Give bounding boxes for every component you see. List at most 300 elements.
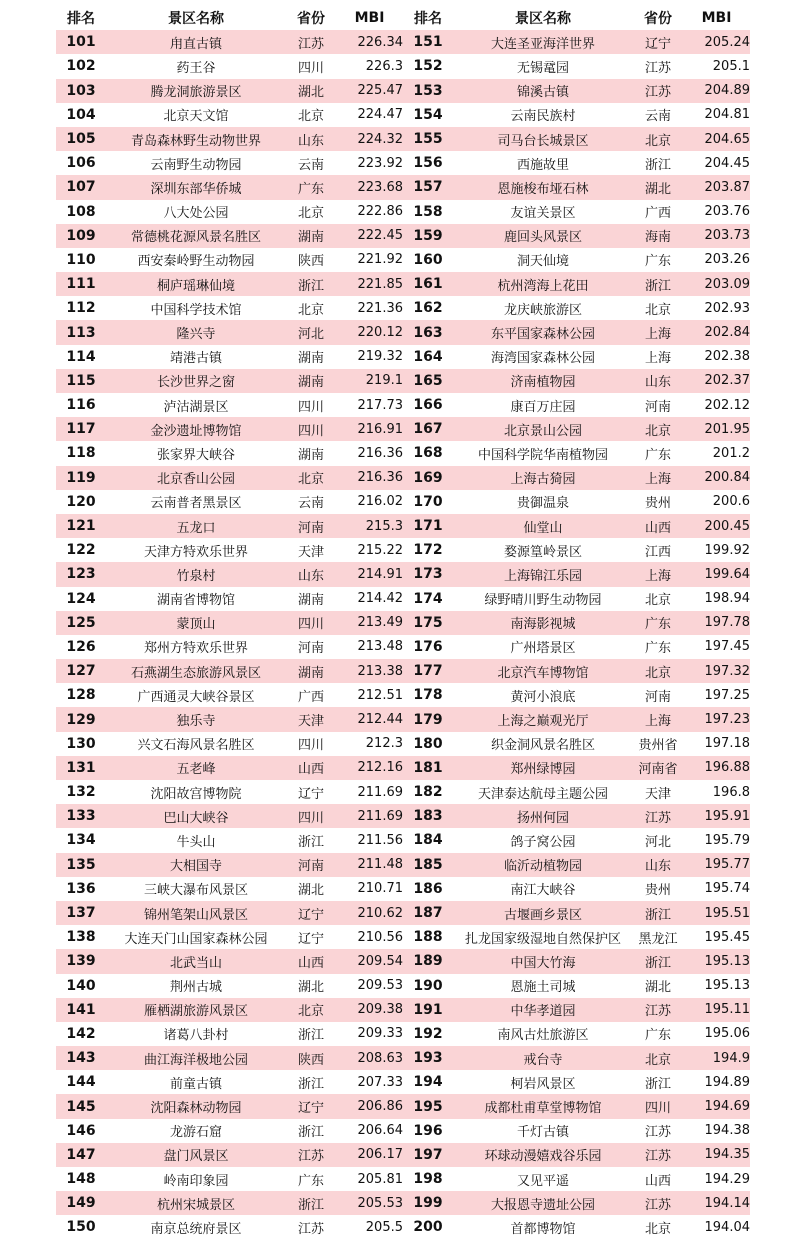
right-scenic-name-cell: 仙堂山 — [523, 520, 563, 536]
left-province-cell: 北京 — [297, 472, 324, 488]
left-scenic-name-cell: 郑州方特欢乐世界 — [143, 641, 248, 657]
left-scenic-name-cell: 张家界大峡谷 — [156, 447, 235, 463]
left-rank-cell: 102 — [66, 58, 96, 75]
right-mbi-cell: 194.29 — [704, 1171, 750, 1187]
left-rank-cell: 136 — [66, 880, 96, 897]
right-province-cell: 河南 — [644, 399, 671, 415]
table-row — [56, 224, 750, 248]
right-mbi-cell: 204.45 — [704, 155, 750, 171]
left-province-cell: 湖南 — [297, 375, 324, 391]
right-mbi-cell: 204.81 — [704, 107, 750, 123]
left-scenic-name-cell: 杭州宋城景区 — [156, 1197, 235, 1213]
right-province-cell: 江苏 — [644, 85, 671, 101]
table-row — [56, 296, 750, 320]
right-scenic-name-cell: 中国大竹海 — [510, 955, 576, 971]
right-scenic-name-cell: 千灯古镇 — [516, 1125, 569, 1141]
table-row — [56, 1143, 750, 1167]
right-province-cell: 山西 — [644, 1173, 671, 1189]
left-province-cell: 湖北 — [297, 883, 324, 899]
right-rank-cell: 178 — [413, 687, 443, 704]
table-body — [56, 30, 750, 1239]
left-province-cell: 辽宁 — [297, 1101, 324, 1117]
right-rank-cell: 165 — [413, 372, 443, 389]
left-province-cell: 辽宁 — [297, 786, 324, 802]
right-rank-cell: 182 — [413, 784, 443, 801]
left-scenic-name-cell: 北武当山 — [169, 955, 222, 971]
right-province-cell: 上海 — [644, 327, 671, 343]
left-mbi-cell: 222.86 — [357, 204, 403, 220]
left-rank-cell: 140 — [66, 977, 96, 994]
right-province-cell: 贵州 — [644, 883, 671, 899]
right-rank-cell: 167 — [413, 421, 443, 438]
left-province-cell: 北京 — [297, 1004, 324, 1020]
left-scenic-name-cell: 甪直古镇 — [169, 36, 222, 52]
table-row — [56, 877, 750, 901]
table-row — [56, 732, 750, 756]
left-mbi-cell: 212.16 — [357, 760, 403, 776]
left-mbi-cell: 226.34 — [357, 34, 403, 50]
left-province-cell: 天津 — [297, 714, 324, 730]
left-mbi-cell: 216.91 — [357, 421, 403, 437]
left-scenic-name-cell: 青岛森林野生动物世界 — [130, 133, 261, 149]
right-mbi-cell: 201.2 — [712, 445, 750, 461]
left-mbi-cell: 213.38 — [357, 663, 403, 679]
right-mbi-cell: 194.14 — [704, 1195, 750, 1211]
right-rank-cell: 155 — [413, 131, 443, 148]
right-province-cell: 山东 — [644, 375, 671, 391]
right-rank-cell: 200 — [413, 1219, 443, 1236]
left-mbi-cell: 211.69 — [357, 808, 403, 824]
right-scenic-name-cell: 贵御温泉 — [516, 496, 569, 512]
left-mbi-cell: 210.62 — [357, 905, 403, 921]
left-mbi-cell: 222.45 — [357, 228, 403, 244]
left-province-cell: 广东 — [297, 1173, 324, 1189]
right-province-cell: 河北 — [644, 834, 671, 850]
left-scenic-name-cell: 金沙遗址博物馆 — [150, 423, 242, 439]
table-row — [56, 1191, 750, 1215]
left-scenic-name-cell: 云南普者黑景区 — [150, 496, 242, 512]
left-rank-cell: 137 — [66, 905, 96, 922]
left-province-cell: 江苏 — [297, 36, 324, 52]
left-mbi-cell: 217.73 — [357, 397, 403, 413]
right-rank-cell: 190 — [413, 977, 443, 994]
right-mbi-cell: 205.24 — [704, 34, 750, 50]
table-row — [56, 562, 750, 586]
left-mbi-cell: 213.49 — [357, 615, 403, 631]
table-row — [56, 1022, 750, 1046]
right-rank-cell: 153 — [413, 82, 443, 99]
right-province-cell: 辽宁 — [644, 36, 671, 52]
left-province-cell: 北京 — [297, 206, 324, 222]
right-scenic-name-cell: 无锡鼋园 — [516, 60, 569, 76]
left-province-cell: 北京 — [297, 302, 324, 318]
left-province-cell: 浙江 — [297, 1125, 324, 1141]
header-mbi-left: MBI — [354, 10, 385, 27]
left-scenic-name-cell: 兴文石海风景名胜区 — [137, 738, 255, 754]
left-province-cell: 四川 — [297, 810, 324, 826]
left-rank-cell: 125 — [66, 614, 96, 631]
left-province-cell: 江苏 — [297, 1221, 324, 1237]
right-scenic-name-cell: 云南民族村 — [510, 109, 576, 125]
right-rank-cell: 176 — [413, 638, 443, 655]
left-scenic-name-cell: 独乐寺 — [176, 714, 216, 730]
right-province-cell: 山西 — [644, 520, 671, 536]
left-scenic-name-cell: 桐庐瑶琳仙境 — [156, 278, 235, 294]
left-rank-cell: 106 — [66, 155, 96, 172]
left-province-cell: 湖南 — [297, 593, 324, 609]
right-scenic-name-cell: 恩施梭布垭石林 — [497, 181, 589, 197]
right-scenic-name-cell: 织金洞风景名胜区 — [490, 738, 595, 754]
left-rank-cell: 132 — [66, 784, 96, 801]
right-mbi-cell: 195.13 — [704, 953, 750, 969]
right-scenic-name-cell: 南江大峡谷 — [510, 883, 576, 899]
right-rank-cell: 154 — [413, 106, 443, 123]
left-rank-cell: 103 — [66, 82, 96, 99]
left-mbi-cell: 206.86 — [357, 1099, 403, 1115]
right-rank-cell: 157 — [413, 179, 443, 196]
left-mbi-cell: 211.69 — [357, 784, 403, 800]
right-mbi-cell: 195.45 — [704, 929, 750, 945]
left-scenic-name-cell: 沈阳森林动物园 — [150, 1101, 242, 1117]
right-scenic-name-cell: 友谊关景区 — [510, 206, 576, 222]
right-province-cell: 江苏 — [644, 1125, 671, 1141]
table-row — [56, 998, 750, 1022]
right-scenic-name-cell: 南风古灶旅游区 — [497, 1028, 589, 1044]
left-scenic-name-cell: 广西通灵大峡谷景区 — [137, 689, 255, 705]
right-rank-cell: 197 — [413, 1146, 443, 1163]
left-province-cell: 广西 — [297, 689, 324, 705]
right-province-cell: 广东 — [644, 1028, 671, 1044]
left-scenic-name-cell: 药王谷 — [176, 60, 216, 76]
right-province-cell: 广西 — [644, 206, 671, 222]
header-name-right: 景区名称 — [515, 11, 571, 28]
table-row — [56, 949, 750, 973]
right-mbi-cell: 204.89 — [704, 83, 750, 99]
left-province-cell: 河南 — [297, 520, 324, 536]
right-rank-cell: 177 — [413, 663, 443, 680]
right-mbi-cell: 195.79 — [704, 832, 750, 848]
table-row — [56, 417, 750, 441]
header-name-left: 景区名称 — [168, 11, 224, 28]
left-rank-cell: 101 — [66, 34, 96, 51]
left-rank-cell: 139 — [66, 953, 96, 970]
right-rank-cell: 172 — [413, 542, 443, 559]
right-province-cell: 湖北 — [644, 980, 671, 996]
left-mbi-cell: 213.48 — [357, 639, 403, 655]
left-province-cell: 陕西 — [297, 254, 324, 270]
right-rank-cell: 173 — [413, 566, 443, 583]
left-rank-cell: 115 — [66, 372, 96, 389]
left-mbi-cell: 214.42 — [357, 591, 403, 607]
left-rank-cell: 138 — [66, 929, 96, 946]
left-mbi-cell: 225.47 — [357, 83, 403, 99]
right-province-cell: 江苏 — [644, 60, 671, 76]
right-mbi-cell: 197.18 — [704, 736, 750, 752]
right-rank-cell: 168 — [413, 445, 443, 462]
right-rank-cell: 196 — [413, 1122, 443, 1139]
right-rank-cell: 186 — [413, 880, 443, 897]
right-province-cell: 黑龙江 — [638, 931, 678, 947]
left-scenic-name-cell: 五龙口 — [176, 520, 216, 536]
left-rank-cell: 129 — [66, 711, 96, 728]
right-province-cell: 江苏 — [644, 1004, 671, 1020]
table-row — [56, 538, 750, 562]
right-mbi-cell: 202.84 — [704, 325, 750, 341]
left-rank-cell: 112 — [66, 300, 96, 317]
right-scenic-name-cell: 首都博物馆 — [510, 1221, 576, 1237]
right-province-cell: 北京 — [644, 302, 671, 318]
left-province-cell: 浙江 — [297, 1197, 324, 1213]
right-mbi-cell: 203.76 — [704, 204, 750, 220]
table-row — [56, 369, 750, 393]
right-mbi-cell: 195.13 — [704, 978, 750, 994]
left-scenic-name-cell: 泸沽湖景区 — [163, 399, 229, 415]
right-rank-cell: 199 — [413, 1195, 443, 1212]
left-rank-cell: 119 — [66, 469, 96, 486]
right-rank-cell: 169 — [413, 469, 443, 486]
table-row — [56, 587, 750, 611]
right-scenic-name-cell: 南海影视城 — [510, 617, 576, 633]
left-province-cell: 四川 — [297, 617, 324, 633]
left-mbi-cell: 223.68 — [357, 179, 403, 195]
right-rank-cell: 151 — [413, 34, 443, 51]
right-scenic-name-cell: 东平国家森林公园 — [490, 327, 595, 343]
right-province-cell: 上海 — [644, 714, 671, 730]
left-province-cell: 湖南 — [297, 665, 324, 681]
right-rank-cell: 198 — [413, 1171, 443, 1188]
table-row — [56, 30, 750, 54]
left-mbi-cell: 205.5 — [365, 1219, 403, 1235]
left-rank-cell: 123 — [66, 566, 96, 583]
right-province-cell: 江西 — [644, 544, 671, 560]
left-scenic-name-cell: 沈阳故宫博物院 — [150, 786, 242, 802]
table-row — [56, 514, 750, 538]
right-mbi-cell: 197.78 — [704, 615, 750, 631]
right-mbi-cell: 197.25 — [704, 687, 750, 703]
right-mbi-cell: 203.73 — [704, 228, 750, 244]
left-mbi-cell: 220.12 — [357, 325, 403, 341]
right-scenic-name-cell: 成都杜甫草堂博物馆 — [484, 1101, 602, 1117]
right-province-cell: 海南 — [644, 230, 671, 246]
right-province-cell: 河南省 — [638, 762, 678, 778]
right-scenic-name-cell: 扎龙国家级湿地自然保护区 — [464, 931, 621, 947]
right-province-cell: 云南 — [644, 109, 671, 125]
right-mbi-cell: 195.11 — [704, 1002, 750, 1018]
right-rank-cell: 180 — [413, 735, 443, 752]
right-mbi-cell: 203.26 — [704, 252, 750, 268]
right-province-cell: 四川 — [644, 1101, 671, 1117]
left-rank-cell: 150 — [66, 1219, 96, 1236]
left-rank-cell: 128 — [66, 687, 96, 704]
left-rank-cell: 131 — [66, 759, 96, 776]
left-mbi-cell: 211.48 — [357, 857, 403, 873]
right-province-cell: 北京 — [644, 423, 671, 439]
left-mbi-cell: 206.17 — [357, 1147, 403, 1163]
left-mbi-cell: 207.33 — [357, 1074, 403, 1090]
left-rank-cell: 105 — [66, 131, 96, 148]
left-mbi-cell: 209.54 — [357, 953, 403, 969]
table-row — [56, 780, 750, 804]
left-rank-cell: 134 — [66, 832, 96, 849]
right-rank-cell: 171 — [413, 518, 443, 535]
left-mbi-cell: 221.92 — [357, 252, 403, 268]
right-mbi-cell: 195.06 — [704, 1026, 750, 1042]
table-row — [56, 127, 750, 151]
right-province-cell: 江苏 — [644, 810, 671, 826]
right-rank-cell: 187 — [413, 905, 443, 922]
left-rank-cell: 142 — [66, 1025, 96, 1042]
left-scenic-name-cell: 常德桃花源风景名胜区 — [130, 230, 261, 246]
right-scenic-name-cell: 中华孝道园 — [510, 1004, 576, 1020]
left-mbi-cell: 214.91 — [357, 566, 403, 582]
right-scenic-name-cell: 司马台长城景区 — [497, 133, 589, 149]
right-scenic-name-cell: 环球动漫嬉戏谷乐园 — [484, 1149, 602, 1165]
right-scenic-name-cell: 锦溪古镇 — [516, 85, 569, 101]
right-scenic-name-cell: 广州塔景区 — [510, 641, 576, 657]
right-rank-cell: 164 — [413, 348, 443, 365]
left-province-cell: 辽宁 — [297, 931, 324, 947]
right-mbi-cell: 200.6 — [712, 494, 750, 510]
right-province-cell: 天津 — [644, 786, 671, 802]
left-mbi-cell: 216.36 — [357, 470, 403, 486]
left-rank-cell: 147 — [66, 1146, 96, 1163]
left-province-cell: 辽宁 — [297, 907, 324, 923]
right-scenic-name-cell: 扬州何园 — [516, 810, 569, 826]
right-rank-cell: 195 — [413, 1098, 443, 1115]
left-mbi-cell: 205.53 — [357, 1195, 403, 1211]
left-mbi-cell: 208.63 — [357, 1050, 403, 1066]
right-scenic-name-cell: 北京汽车博物馆 — [497, 665, 589, 681]
header-province-right: 省份 — [644, 11, 672, 28]
right-scenic-name-cell: 天津泰达航母主题公园 — [477, 786, 608, 802]
left-scenic-name-cell: 三峡大瀑布风景区 — [143, 883, 248, 899]
left-scenic-name-cell: 深圳东部华侨城 — [150, 181, 242, 197]
left-rank-cell: 146 — [66, 1122, 96, 1139]
left-province-cell: 浙江 — [297, 278, 324, 294]
left-scenic-name-cell: 天津方特欢乐世界 — [143, 544, 248, 560]
left-province-cell: 湖南 — [297, 230, 324, 246]
left-mbi-cell: 209.53 — [357, 978, 403, 994]
left-scenic-name-cell: 岭南印象园 — [163, 1173, 229, 1189]
right-mbi-cell: 194.04 — [704, 1219, 750, 1235]
left-mbi-cell: 211.56 — [357, 832, 403, 848]
header-mbi-right: MBI — [701, 10, 732, 27]
right-rank-cell: 163 — [413, 324, 443, 341]
right-mbi-cell: 199.64 — [704, 566, 750, 582]
right-rank-cell: 166 — [413, 397, 443, 414]
right-province-cell: 浙江 — [644, 157, 671, 173]
left-rank-cell: 107 — [66, 179, 96, 196]
table-row — [56, 272, 750, 296]
table-row — [56, 1094, 750, 1118]
right-rank-cell: 191 — [413, 1001, 443, 1018]
right-province-cell: 北京 — [644, 593, 671, 609]
left-scenic-name-cell: 大相国寺 — [169, 859, 222, 875]
right-province-cell: 贵州省 — [638, 738, 678, 754]
left-rank-cell: 114 — [66, 348, 96, 365]
right-scenic-name-cell: 戒台寺 — [523, 1052, 563, 1068]
left-rank-cell: 124 — [66, 590, 96, 607]
right-rank-cell: 184 — [413, 832, 443, 849]
right-scenic-name-cell: 古堰画乡景区 — [503, 907, 582, 923]
left-rank-cell: 127 — [66, 663, 96, 680]
left-rank-cell: 109 — [66, 227, 96, 244]
table-header — [56, 6, 750, 30]
header-rank-left: 排名 — [67, 11, 95, 28]
table-row — [56, 393, 750, 417]
left-rank-cell: 118 — [66, 445, 96, 462]
left-province-cell: 湖北 — [297, 85, 324, 101]
right-mbi-cell: 198.94 — [704, 591, 750, 607]
right-rank-cell: 185 — [413, 856, 443, 873]
left-mbi-cell: 210.71 — [357, 881, 403, 897]
right-rank-cell: 162 — [413, 300, 443, 317]
ranking-table — [56, 6, 750, 1240]
left-mbi-cell: 216.02 — [357, 494, 403, 510]
right-rank-cell: 193 — [413, 1050, 443, 1067]
right-rank-cell: 179 — [413, 711, 443, 728]
left-scenic-name-cell: 前童古镇 — [169, 1076, 222, 1092]
left-province-cell: 河南 — [297, 641, 324, 657]
left-scenic-name-cell: 蒙顶山 — [176, 617, 216, 633]
left-province-cell: 浙江 — [297, 1028, 324, 1044]
left-scenic-name-cell: 曲江海洋极地公园 — [143, 1052, 248, 1068]
right-scenic-name-cell: 康百万庄园 — [510, 399, 576, 415]
left-scenic-name-cell: 荆州古城 — [169, 980, 222, 996]
right-scenic-name-cell: 鸽子窝公园 — [510, 834, 576, 850]
right-mbi-cell: 202.93 — [704, 300, 750, 316]
right-mbi-cell: 204.65 — [704, 131, 750, 147]
table-row — [56, 175, 750, 199]
left-scenic-name-cell: 竹泉村 — [176, 568, 216, 584]
right-scenic-name-cell: 上海锦江乐园 — [503, 568, 582, 584]
table-row — [56, 103, 750, 127]
right-province-cell: 北京 — [644, 1052, 671, 1068]
left-scenic-name-cell: 巴山大峡谷 — [163, 810, 229, 826]
table-row — [56, 635, 750, 659]
right-mbi-cell: 202.38 — [704, 349, 750, 365]
right-rank-cell: 156 — [413, 155, 443, 172]
right-mbi-cell: 200.45 — [704, 518, 750, 534]
right-scenic-name-cell: 杭州湾海上花田 — [497, 278, 589, 294]
left-mbi-cell: 209.38 — [357, 1002, 403, 1018]
right-rank-cell: 188 — [413, 929, 443, 946]
left-rank-cell: 111 — [66, 276, 96, 293]
left-scenic-name-cell: 八大处公园 — [163, 206, 229, 222]
table-row — [56, 707, 750, 731]
left-mbi-cell: 215.22 — [357, 542, 403, 558]
right-province-cell: 广东 — [644, 254, 671, 270]
right-scenic-name-cell: 济南植物园 — [510, 375, 576, 391]
table-row — [56, 320, 750, 344]
left-scenic-name-cell: 隆兴寺 — [176, 327, 216, 343]
right-mbi-cell: 197.32 — [704, 663, 750, 679]
left-rank-cell: 126 — [66, 638, 96, 655]
left-province-cell: 四川 — [297, 423, 324, 439]
left-mbi-cell: 221.85 — [357, 276, 403, 292]
left-rank-cell: 108 — [66, 203, 96, 220]
right-province-cell: 江苏 — [644, 1197, 671, 1213]
left-rank-cell: 149 — [66, 1195, 96, 1212]
left-scenic-name-cell: 腾龙洞旅游景区 — [150, 85, 242, 101]
right-province-cell: 浙江 — [644, 1076, 671, 1092]
left-scenic-name-cell: 南京总统府景区 — [150, 1221, 242, 1237]
left-mbi-cell: 209.33 — [357, 1026, 403, 1042]
right-province-cell: 上海 — [644, 351, 671, 367]
left-scenic-name-cell: 牛头山 — [176, 834, 216, 850]
left-province-cell: 四川 — [297, 60, 324, 76]
header-province-left: 省份 — [297, 11, 325, 28]
